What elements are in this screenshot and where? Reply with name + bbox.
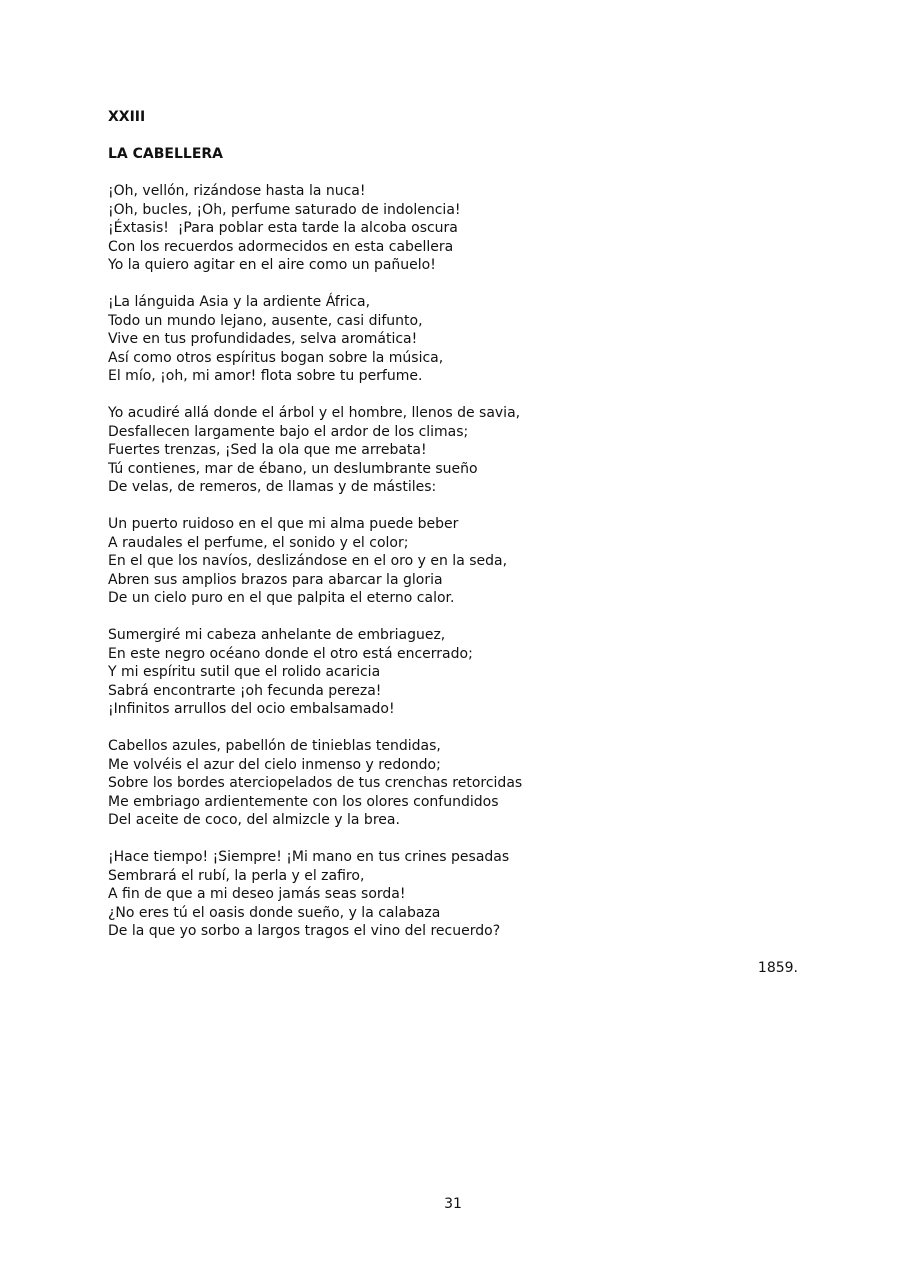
poem-date: 1859. xyxy=(757,960,798,976)
verse-line: ¡Infinitos arrullos del ocio embalsamado! xyxy=(108,701,395,717)
verse-line: Con los recuerdos adormecidos en esta cabellera xyxy=(108,238,454,255)
stanza-spacer xyxy=(108,386,798,405)
verse-line: Me embriago ardientemente con los olores confundidos xyxy=(108,793,499,810)
stanza-spacer xyxy=(108,497,798,516)
verse-line: Sumergiré mi cabeza anhelante de embriaguez, xyxy=(108,627,446,643)
stanza xyxy=(108,848,798,941)
verse-line: Así como otros espíritus bogan sobre la música, xyxy=(108,349,444,366)
verse-line: Un puerto ruidoso en el que mi alma puede beber xyxy=(108,516,459,532)
verse-line: ¡Hace tiempo! ¡Siempre! ¡Mi mano en tus crines pesadas xyxy=(108,849,510,865)
stanza xyxy=(108,182,798,275)
verse-line: Sobre los bordes aterciopelados de tus crenchas retorcidas xyxy=(108,775,523,791)
verse-line: El mío, ¡oh, mi amor! flota sobre tu perfume. xyxy=(108,368,423,384)
stanza xyxy=(108,404,798,497)
poem-title: LA CABELLERA xyxy=(108,146,223,162)
verse-line: Sembrará el rubí, la perla y el zafiro, xyxy=(108,867,365,884)
verse-line: Abren sus amplios brazos para abarcar la gloria xyxy=(108,571,443,588)
stanza xyxy=(108,737,798,830)
verse-line: Yo la quiero agitar en el aire como un pañuelo! xyxy=(108,257,436,273)
stanza-spacer xyxy=(108,608,798,627)
verse-line: De velas, de remeros, de llamas y de mástiles: xyxy=(108,479,437,495)
verse-line: ¡La lánguida Asia y la ardiente África, xyxy=(108,294,371,310)
verse-line: Cabellos azules, pabellón de tinieblas tendidas, xyxy=(108,738,441,754)
verse-line: Fuertes trenzas, ¡Sed la ola que me arrebata! xyxy=(108,442,427,458)
stanza xyxy=(108,626,798,719)
spacer xyxy=(108,941,798,960)
poem-page xyxy=(108,108,798,978)
verse-line: De un cielo puro en el que palpita el eterno calor. xyxy=(108,590,455,606)
verse-line: Me volvéis el azur del cielo inmenso y redondo; xyxy=(108,756,441,773)
stanza-spacer xyxy=(108,275,798,294)
verse-line: Todo un mundo lejano, ausente, casi difunto, xyxy=(108,312,423,329)
verse-line: ¡Oh, bucles, ¡Oh, perfume saturado de indolencia! xyxy=(108,201,461,218)
spacer xyxy=(108,127,798,146)
poem-body xyxy=(108,182,798,941)
verse-line: En el que los navíos, deslizándose en el oro y en la seda, xyxy=(108,553,508,569)
verse-line: Sabrá encontrarte ¡oh fecunda pereza! xyxy=(108,682,382,699)
verse-line: Desfallecen largamente bajo el ardor de los climas; xyxy=(108,423,469,440)
stanza xyxy=(108,293,798,386)
verse-line: Vive en tus profundidades, selva aromática! xyxy=(108,331,418,347)
stanza-spacer xyxy=(108,719,798,738)
spacer xyxy=(108,164,798,183)
verse-line: A raudales el perfume, el sonido y el color; xyxy=(108,534,409,551)
verse-line: En este negro océano donde el otro está encerrado; xyxy=(108,645,473,662)
verse-line: Del aceite de coco, del almizcle y la brea. xyxy=(108,812,400,828)
verse-line: Y mi espíritu sutil que el rolido acaricia xyxy=(108,664,381,680)
verse-line: A fin de que a mi deseo jamás seas sorda! xyxy=(108,886,406,902)
section-number: XXIII xyxy=(108,109,146,125)
verse-line: ¡Oh, vellón, rizándose hasta la nuca! xyxy=(108,183,366,199)
verse-line: ¡Éxtasis! ¡Para poblar esta tarde la alcoba oscura xyxy=(108,220,458,236)
stanza xyxy=(108,515,798,608)
verse-line: De la que yo sorbo a largos tragos el vino del recuerdo? xyxy=(108,923,501,939)
verse-line: Tú contienes, mar de ébano, un deslumbrante sueño xyxy=(108,460,478,477)
stanza-spacer xyxy=(108,830,798,849)
verse-line: Yo acudiré allá donde el árbol y el hombre, llenos de savia, xyxy=(108,405,521,421)
page-number: 31 xyxy=(444,1196,462,1212)
verse-line: ¿No eres tú el oasis donde sueño, y la calabaza xyxy=(108,904,441,921)
